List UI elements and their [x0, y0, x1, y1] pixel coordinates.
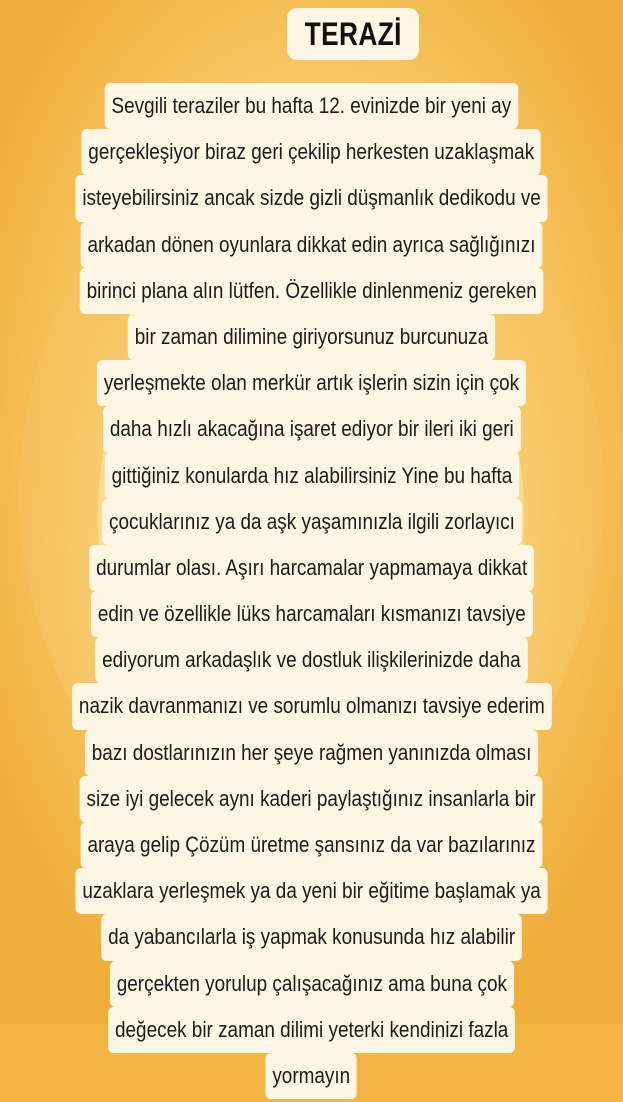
text-line-content: çocuklarınız ya da aşk yaşamınızla ilgili zorlayıcı [102, 499, 522, 545]
text-line-content: gittiğiniz konularda hız alabilirsiniz Yine bu hafta [104, 453, 518, 499]
text-line [0, 1053, 623, 1099]
text-line-content: gerçekleşiyor biraz geri çekilip herkesten uzaklaşmak [82, 129, 542, 175]
text-line-content: Sevgili teraziler bu hafta 12. evinizde bir yeni ay [105, 83, 518, 129]
text-line [0, 499, 623, 545]
text-line-content: yormayın [266, 1053, 358, 1099]
text-line [0, 1007, 623, 1053]
text-line [0, 776, 623, 822]
text-line [0, 129, 623, 175]
text-line-content: bazı dostlarınızın her şeye rağmen yanınızda olması [85, 730, 538, 776]
text-line-content: araya gelip Çözüm üretme şansınız da var bazılarınız [81, 822, 543, 868]
text-line-content: birinci plana alın lütfen. Özellikle dinlenmeniz gereken [80, 268, 544, 314]
text-line [0, 453, 623, 499]
text-line-content: değecek bir zaman dilimi yeterki kendinizi fazla [108, 1007, 515, 1053]
text-line [0, 83, 623, 129]
text-line [0, 591, 623, 637]
text-line-content: da yabancılarla iş yapmak konusunda hız alabilir [101, 914, 522, 960]
text-line [0, 314, 623, 360]
text-line [0, 961, 623, 1007]
text-line-content: yerleşmekte olan merkür artık işlerin sizin için çok [97, 360, 526, 406]
text-line [0, 545, 623, 591]
text-line-content: edin ve özellikle lüks harcamaları kısmanızı tavsiye [91, 591, 533, 637]
text-line-content: durumlar olası. Aşırı harcamalar yapmamaya dikkat [89, 545, 534, 591]
text-line-content: daha hızlı akacağına işaret ediyor bir ileri iki geri [103, 406, 521, 452]
horoscope-text [0, 83, 623, 1099]
text-line [0, 868, 623, 914]
text-line [0, 637, 623, 683]
page-title: TERAZİ [304, 15, 402, 52]
text-line-content: size iyi gelecek aynı kaderi paylaştığınız insanlarla bir [80, 776, 543, 822]
text-line-content: bir zaman dilimine giriyorsunuz burcunuza [128, 314, 495, 360]
text-line [0, 175, 623, 221]
text-line-content: isteyebilirsiniz ancak sizde gizli düşmanlık dedikodu ve [75, 175, 547, 221]
text-line-content: gerçekten yorulup çalışacağınız ama buna çok [110, 961, 514, 1007]
text-line-content: arkadan dönen oyunlara dikkat edin ayrıca sağlığınızı [81, 222, 543, 268]
text-line [0, 360, 623, 406]
text-line [0, 730, 623, 776]
text-line-content: uzaklara yerleşmek ya da yeni bir eğitime başlamak ya [75, 868, 547, 914]
text-line [0, 268, 623, 314]
text-line-content: ediyorum arkadaşlık ve dostluk ilişkilerinizde daha [95, 637, 527, 683]
text-line [0, 822, 623, 868]
text-line [0, 406, 623, 452]
text-line [0, 222, 623, 268]
text-line-content: nazik davranmanızı ve sorumlu olmanızı tavsiye ederim [72, 683, 552, 729]
text-line [0, 683, 623, 729]
title-box [287, 8, 419, 60]
text-line [0, 914, 623, 960]
